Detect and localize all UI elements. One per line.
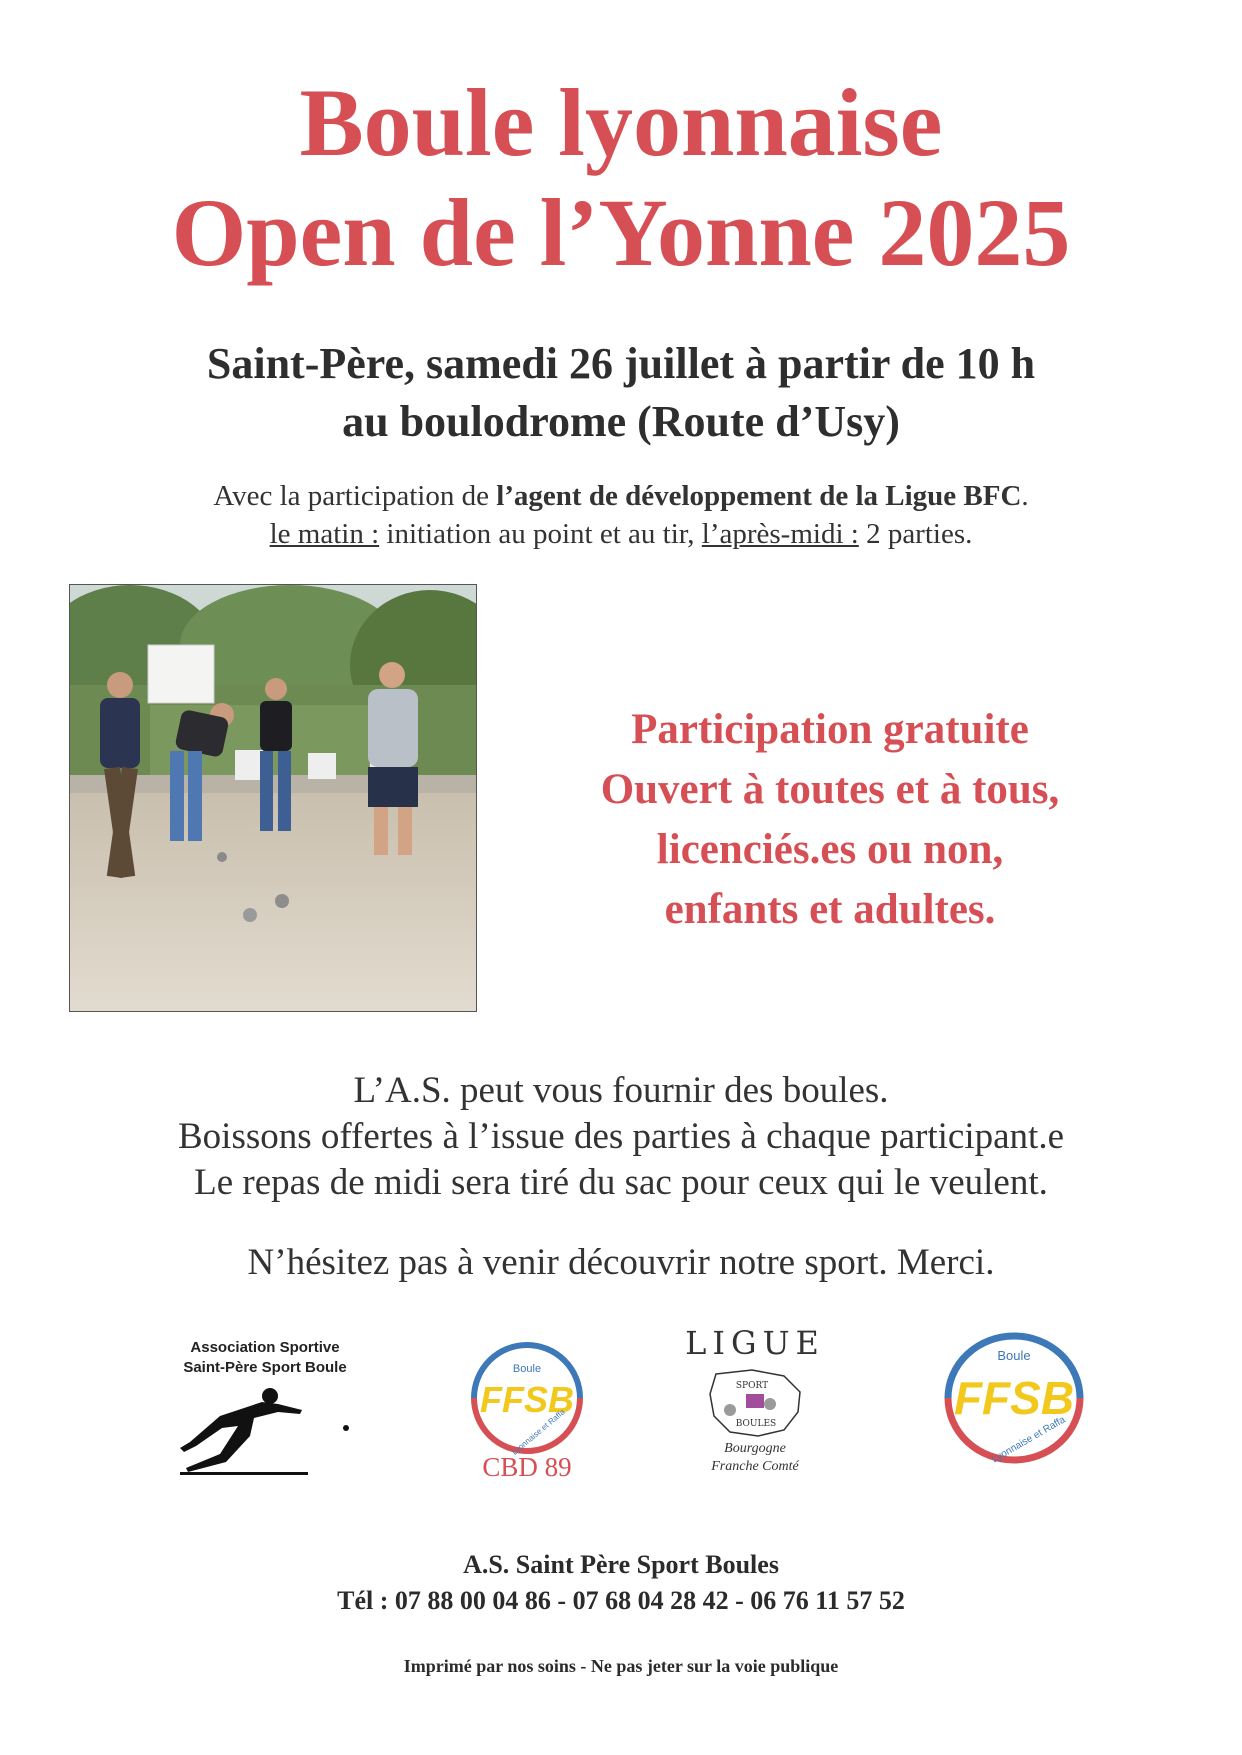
players-photo-illustration (70, 585, 476, 1011)
ffsb-small-letters: FFSB (480, 1379, 574, 1420)
ffsb-small-ring: Lyonnaise et Raffa (510, 1407, 567, 1457)
cbd-label: CBD 89 (482, 1452, 572, 1482)
afternoon-text: 2 parties. (858, 518, 973, 550)
association-name-line2: Saint-Père Sport Boule (183, 1359, 347, 1376)
closing-line: N’hésitez pas à venir découvrir notre sport. Merci. (247, 1242, 995, 1283)
footer-phones: Tél : 07 88 00 04 86 - 07 68 04 28 42 - 06 76 11 57 52 (337, 1586, 905, 1615)
bowler-silhouette-icon (150, 1382, 380, 1478)
morning-text: initiation au point et au tir, (379, 518, 702, 550)
details-line3: Le repas de midi sera tiré du sac pour ceux qui le veulent. (194, 1162, 1048, 1203)
participation-prefix: Avec la participation de (213, 480, 497, 512)
ligue-sport: SPORT (735, 1381, 769, 1391)
free-participation-block (490, 700, 1170, 940)
ligue-title: LIGUE (685, 1324, 825, 1362)
participation-agent: l’agent de développement de la Ligue BFC (496, 480, 1022, 512)
ffsb-small-top: Boule (512, 1363, 542, 1375)
ligue-bfc-logo (680, 1324, 830, 1484)
highlight-line4: enfants et adultes. (664, 886, 996, 933)
event-venue: au boulodrome (Route d’Usy) (342, 397, 900, 446)
footer-notice: Imprimé par nos soins - Ne pas jeter sur la voie publique (403, 1656, 839, 1676)
ffsb-logo (934, 1328, 1094, 1468)
poster-title-line1: Boule lyonnaise (299, 69, 943, 176)
afternoon-label: l’après-midi : (701, 518, 859, 550)
association-logo (150, 1338, 380, 1478)
highlight-line2: Ouvert à toutes et à tous, (600, 766, 1060, 813)
poster-title-line2: Open de l’Yonne 2025 (171, 179, 1071, 286)
footer-club: A.S. Saint Père Sport Boules (463, 1550, 779, 1579)
ligue-region-line2: Franche Comté (711, 1459, 799, 1474)
highlight-line1: Participation gratuite (631, 706, 1029, 753)
details-line2: Boissons offertes à l’issue des parties à chaque participant.e (177, 1116, 1064, 1157)
ffsb-large-ring: Lyonnaise et Raffa (990, 1414, 1068, 1466)
ffsb-large-emblem-icon (934, 1328, 1094, 1468)
details-line1: L’A.S. peut vous fournir des boules. (353, 1070, 889, 1111)
france-map-icon (680, 1368, 830, 1440)
players-photo (69, 584, 477, 1012)
highlight-line3: licenciés.es ou non, (656, 826, 1004, 873)
morning-label: le matin : (269, 518, 380, 550)
association-name-line1: Association Sportive (190, 1339, 340, 1356)
ffsb-emblem-icon (462, 1338, 592, 1458)
ffsb-large-top: Boule (997, 1348, 1031, 1363)
ffsb-large-letters: FFSB (953, 1372, 1075, 1424)
ligue-boules: BOULES (735, 1419, 777, 1429)
ffsb-cbd-logo (462, 1338, 592, 1488)
participation-suffix: . (1021, 480, 1029, 512)
event-date-location: Saint-Père, samedi 26 juillet à partir de 10 h (206, 339, 1036, 388)
schedule-line (0, 516, 1242, 552)
ligue-region-line1: Bourgogne (724, 1441, 786, 1456)
participation-line (0, 478, 1242, 514)
